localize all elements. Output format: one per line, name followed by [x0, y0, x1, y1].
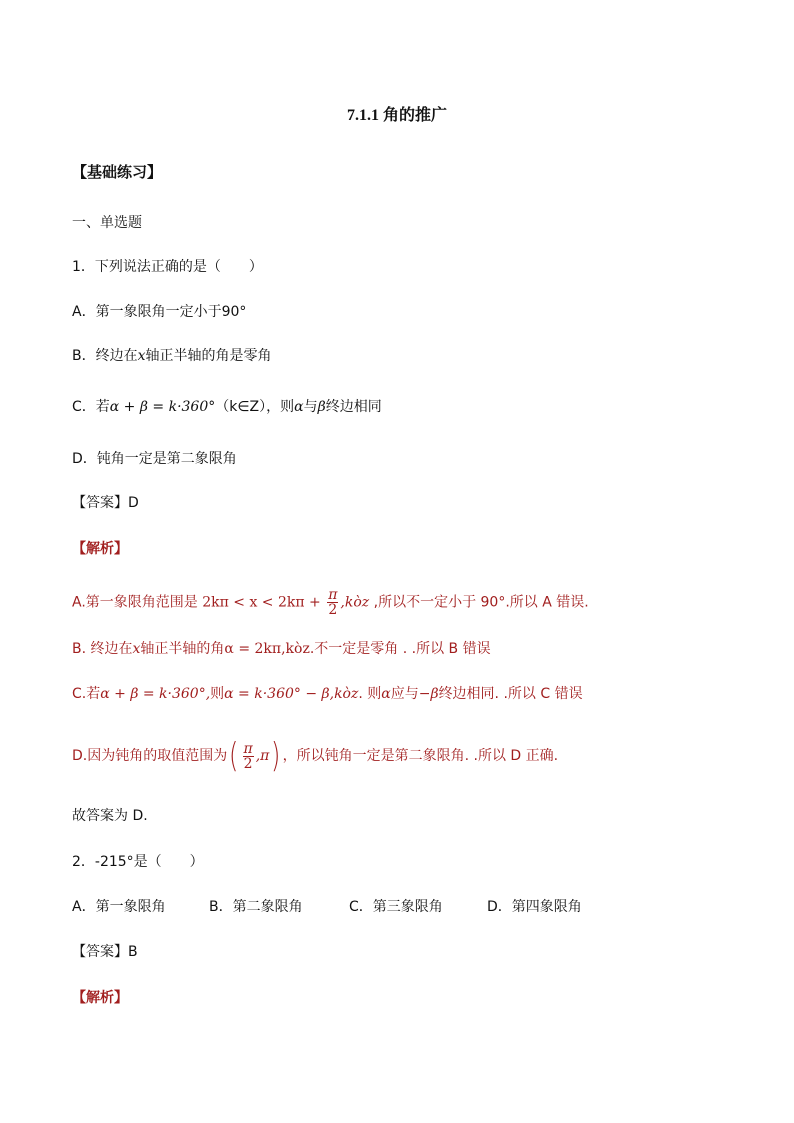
- q1-analysis-a: [72, 588, 589, 617]
- analysis-a-pre: A.第一象限角范围是: [72, 594, 198, 611]
- analysis-d-frac-den: 2: [243, 755, 253, 772]
- analysis-c-expr: α + β = k·360°,: [100, 686, 211, 702]
- q1-option-c: [72, 398, 382, 416]
- analysis-b-post: .不一定是零角 . .所以 B 错误: [309, 641, 491, 657]
- analysis-c-post3: 终边相同. .所以 C 错误: [438, 686, 583, 702]
- analysis-a-expr: 2kπ < x < 2kπ +: [202, 594, 321, 611]
- q1-option-b-x: x: [137, 348, 146, 364]
- page-title: 7.1.1 角的推广: [346, 107, 447, 124]
- analysis-c-pre: C.若: [72, 686, 101, 702]
- q2-options: [72, 898, 582, 916]
- left-paren: (: [229, 736, 239, 776]
- q2-stem: 2．-215°是（ ）: [72, 854, 204, 870]
- q1-option-b-pre: B．终边在: [72, 348, 138, 364]
- q2-analysis-label: 【解析】: [72, 990, 128, 1006]
- analysis-d-pre: D.因为钝角的取值范围为: [72, 748, 228, 764]
- analysis-b-expr: α = 2kπ,kòz: [224, 641, 310, 657]
- analysis-a-post: ,所以不一定小于 90°.所以 A 错误.: [373, 594, 589, 611]
- analysis-d-frac-num: π: [243, 740, 253, 757]
- analysis-d-post: ，所以钝角一定是第二象限角. .所以 D 正确.: [282, 748, 559, 764]
- analysis-d-pi: ,π: [255, 748, 270, 764]
- q1-analysis-c: [72, 685, 583, 703]
- q1-option-c-cond: （k∈Z）: [215, 399, 267, 415]
- q1-option-c-mid: ，则: [266, 399, 295, 415]
- q2-option-c: C．第三象限角: [349, 899, 443, 915]
- q1-option-c-beta: β: [317, 399, 326, 415]
- analysis-d-fraction: [243, 742, 254, 771]
- q2-answer: 【答案】B: [72, 944, 138, 960]
- q1-option-d: D．钝角一定是第二象限角: [72, 451, 237, 467]
- q1-stem: 1．下列说法正确的是（ ）: [72, 259, 263, 275]
- analysis-c-post2: 应与: [390, 686, 419, 702]
- analysis-a-fraction: [327, 588, 338, 617]
- analysis-c-mid: 则: [210, 686, 225, 702]
- analysis-a-tail: ,kòz: [340, 594, 370, 611]
- analysis-c-post1: . 则: [358, 686, 382, 702]
- section-heading: 【基础练习】: [72, 163, 163, 181]
- q1-option-c-expr: α + β = k·360°: [109, 399, 216, 415]
- q1-analysis-d: [72, 736, 558, 776]
- analysis-c-negbeta: −β: [418, 686, 439, 702]
- q2-option-d: D．第四象限角: [487, 899, 582, 915]
- analysis-b-x: x: [132, 641, 141, 657]
- right-paren: ): [271, 736, 281, 776]
- part-heading: 一、单选题: [72, 215, 142, 231]
- q1-option-b-post: 轴正半轴的角是零角: [145, 348, 272, 364]
- analysis-b-pre: B. 终边在: [72, 641, 133, 657]
- q1-option-b: [72, 347, 272, 365]
- analysis-a-frac-num: π: [328, 587, 338, 603]
- analysis-c-expr2: α = k·360° − β,kòz: [224, 686, 359, 702]
- q1-option-c-pre: C．若: [72, 399, 110, 415]
- q1-option-c-post: 终边相同: [325, 399, 382, 415]
- q1-option-a: A．第一象限角一定小于90°: [72, 304, 247, 320]
- analysis-a-frac-den: 2: [328, 602, 338, 618]
- q2-option-b: B．第二象限角: [209, 899, 303, 915]
- q1-option-c-with: 与: [303, 399, 318, 415]
- analysis-b-mid: 轴正半轴的角: [140, 641, 225, 657]
- q1-answer: 【答案】D: [72, 495, 139, 511]
- q1-conclusion: 故答案为 D.: [72, 808, 148, 824]
- q1-analysis-label: 【解析】: [72, 541, 128, 557]
- q1-option-c-alpha: α: [294, 399, 304, 415]
- q1-analysis-b: [72, 640, 491, 658]
- q2-option-a: A．第一象限角: [72, 899, 166, 915]
- analysis-c-alpha: α: [381, 686, 391, 702]
